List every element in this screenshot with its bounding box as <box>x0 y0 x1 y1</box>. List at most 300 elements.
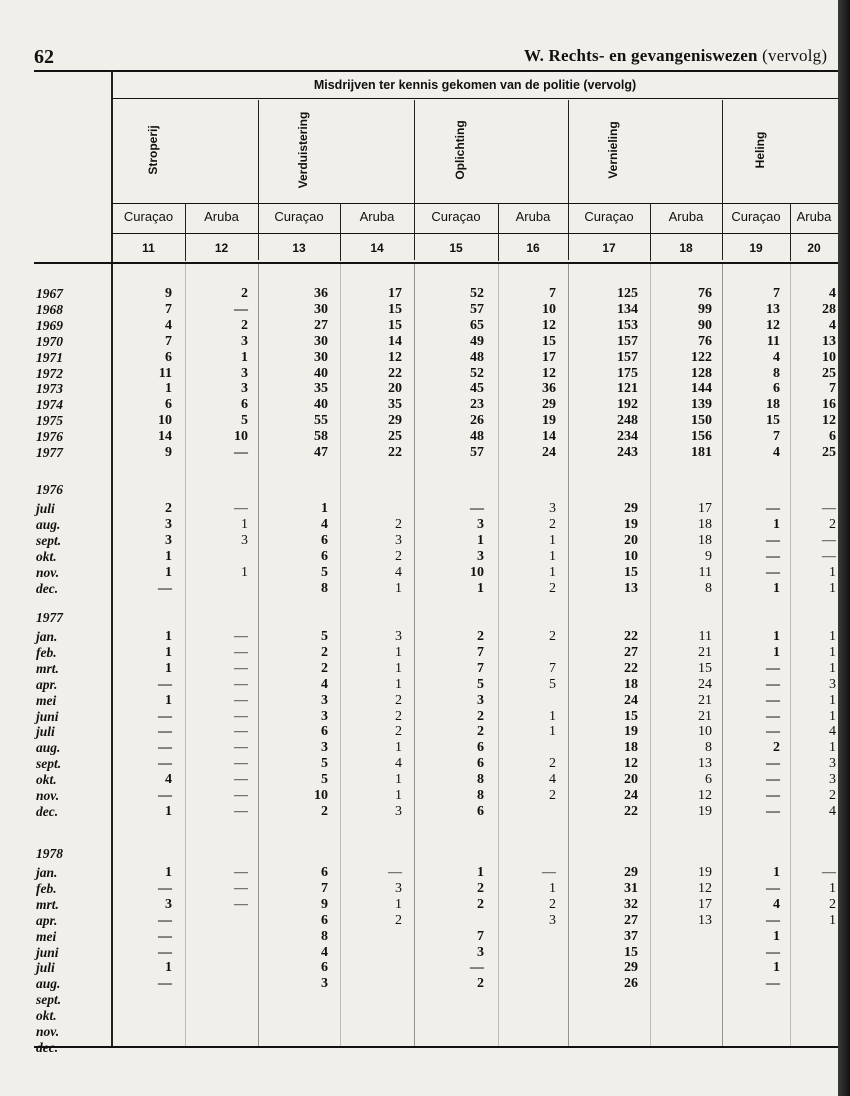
group-heading: 1978 <box>36 846 63 861</box>
table-cell: 6 <box>321 865 328 880</box>
table-cell: 2 <box>477 708 484 724</box>
table-cell: 4 <box>321 676 328 692</box>
table-cell: 6 <box>829 429 836 445</box>
table-cell: 1 <box>395 740 402 756</box>
table-cell: 21 <box>698 644 712 660</box>
table-cell: 1 <box>165 803 172 819</box>
table-cell: 5 <box>549 676 556 692</box>
table-cell: 10 <box>234 429 248 445</box>
table-cell: 7 <box>549 660 556 676</box>
place-label: Curaçao <box>431 209 481 224</box>
table-cell: — <box>158 676 172 692</box>
table-cell: 6 <box>321 724 328 740</box>
table-cell: 7 <box>321 880 328 896</box>
row-label: aug. <box>36 516 61 532</box>
table-title: Misdrijven ter kennis gekomen van de politie (vervolg) <box>313 78 637 92</box>
table-cell: — <box>234 865 248 880</box>
table-cell: 4 <box>829 317 836 333</box>
table-cell: 22 <box>624 629 638 644</box>
table-cell: 134 <box>617 301 638 317</box>
table-cell: — <box>234 803 248 819</box>
table-cell: 19 <box>698 865 712 880</box>
table-cell: 3 <box>829 676 836 692</box>
table-cell: — <box>766 756 780 772</box>
table-cell: 4 <box>321 516 328 532</box>
table-cell: 24 <box>624 692 638 708</box>
table-cell: 30 <box>314 349 328 365</box>
table-cell: 4 <box>165 317 172 333</box>
table-cell: — <box>766 501 780 516</box>
table-cell: 15 <box>388 317 402 333</box>
table-cell: 2 <box>395 724 402 740</box>
table-cell: — <box>158 788 172 803</box>
row-label: mei <box>36 928 57 944</box>
table-cell: 1 <box>165 865 172 880</box>
table-cell: — <box>766 803 780 819</box>
table-cell: 2 <box>165 501 172 516</box>
table-cell: 24 <box>698 676 712 692</box>
column-number: 17 <box>602 241 616 255</box>
table-cell: 57 <box>470 445 484 460</box>
table-cell: 1 <box>829 708 836 724</box>
table-cell: 25 <box>388 429 402 445</box>
table-cell: 17 <box>698 501 712 516</box>
table-cell: 48 <box>470 429 484 445</box>
table-cell: 2 <box>549 896 556 912</box>
table-cell: 2 <box>477 880 484 896</box>
table-cell: 52 <box>470 286 484 301</box>
table-cell: 2 <box>477 724 484 740</box>
table-cell: 26 <box>470 413 484 429</box>
table-cell: 1 <box>165 564 172 580</box>
table-cell: 4 <box>395 756 402 772</box>
table-cell: 15 <box>624 564 638 580</box>
table-cell: 35 <box>388 397 402 413</box>
table-cell: 181 <box>691 445 712 460</box>
table-cell: 26 <box>624 976 638 992</box>
table-cell: 6 <box>321 548 328 564</box>
table-cell: 2 <box>321 660 328 676</box>
column-number: 14 <box>370 241 384 255</box>
table-cell: 3 <box>395 629 402 644</box>
table-cell: 1 <box>829 692 836 708</box>
table-cell: — <box>234 501 248 516</box>
table-cell: 243 <box>617 445 638 460</box>
table-cell: — <box>542 865 556 880</box>
table-cell: 192 <box>617 397 638 413</box>
table-title-rule <box>112 98 838 99</box>
table-cell: 15 <box>766 413 780 429</box>
table-cell: 1 <box>549 532 556 548</box>
table-cell: — <box>158 740 172 756</box>
category-label: Stroperij <box>145 125 160 175</box>
table-cell: 12 <box>542 317 556 333</box>
table-cell: 1 <box>477 580 484 596</box>
table-cell: 2 <box>829 788 836 803</box>
table-cell: 6 <box>165 397 172 413</box>
table-cell: 10 <box>314 788 328 803</box>
table-cell: 2 <box>773 740 780 756</box>
table-cell: 13 <box>766 301 780 317</box>
table-cell: 175 <box>617 365 638 381</box>
table-cell: 3 <box>829 772 836 788</box>
table-cell: — <box>234 896 248 912</box>
row-label: 1967 <box>36 286 63 301</box>
table-cell: 128 <box>691 365 712 381</box>
table-cell: — <box>766 724 780 740</box>
table-cell: 11 <box>158 365 172 381</box>
table-cell: 7 <box>165 333 172 349</box>
row-label: aug. <box>36 976 61 992</box>
table-cell: 90 <box>698 317 712 333</box>
table-cell: 1 <box>241 349 248 365</box>
table-cell: 1 <box>549 564 556 580</box>
table-cell: 3 <box>477 516 484 532</box>
table-cell: 2 <box>395 548 402 564</box>
table-cell: 3 <box>395 880 402 896</box>
table-cell: — <box>234 660 248 676</box>
row-label: mrt. <box>36 896 59 912</box>
row-label: apr. <box>36 912 58 928</box>
table-cell: — <box>766 676 780 692</box>
page-title <box>524 46 827 66</box>
table-cell: 3 <box>241 381 248 397</box>
table-cell: 10 <box>470 564 484 580</box>
table-cell: 248 <box>617 413 638 429</box>
table-cell: 1 <box>165 629 172 644</box>
table-cell: 8 <box>321 580 328 596</box>
table-cell: — <box>822 865 836 880</box>
table-cell: 2 <box>829 896 836 912</box>
table-cell: 1 <box>395 788 402 803</box>
table-cell: 10 <box>542 301 556 317</box>
table-cell: 13 <box>822 333 836 349</box>
row-label: feb. <box>36 880 57 896</box>
table-cell: 1 <box>773 644 780 660</box>
table-cell: 12 <box>822 413 836 429</box>
row-label: 1968 <box>36 301 63 317</box>
table-cell: 1 <box>165 381 172 397</box>
table-cell: 14 <box>542 429 556 445</box>
table-cell: 9 <box>165 445 172 460</box>
table-cell: 30 <box>314 333 328 349</box>
table-cell: — <box>234 772 248 788</box>
table-cell: 22 <box>624 660 638 676</box>
table-cell: 13 <box>698 756 712 772</box>
table-cell: — <box>158 756 172 772</box>
table-cell: 12 <box>698 880 712 896</box>
table-cell: 40 <box>314 397 328 413</box>
table-cell: 2 <box>321 803 328 819</box>
row-label: aug. <box>36 740 61 756</box>
table-cell: 3 <box>477 548 484 564</box>
table-cell: 1 <box>165 692 172 708</box>
table-cell: 2 <box>829 516 836 532</box>
table-cell: 1 <box>395 660 402 676</box>
row-label: nov. <box>36 564 60 580</box>
table-cell: 1 <box>829 740 836 756</box>
table-cell: 5 <box>477 676 484 692</box>
table-cell: 49 <box>470 333 484 349</box>
table-cell: 1 <box>549 724 556 740</box>
row-label: apr. <box>36 676 58 692</box>
table-cell: 8 <box>705 580 712 596</box>
table-cell: 4 <box>773 445 780 460</box>
table-cell: 29 <box>624 960 638 976</box>
row-label: sept. <box>36 532 62 548</box>
table-cell: 55 <box>314 413 328 429</box>
table-cell: — <box>766 944 780 960</box>
table-cell: 3 <box>165 532 172 548</box>
table-cell: 17 <box>542 349 556 365</box>
table-cell: 3 <box>477 944 484 960</box>
column-number: 20 <box>807 241 821 255</box>
table-cell: 7 <box>477 928 484 944</box>
table-cell: 7 <box>773 286 780 301</box>
row-label: 1974 <box>36 397 63 413</box>
page-title-main: W. Rechts- en gevangeniswezen <box>524 46 758 65</box>
row-label: 1973 <box>36 381 63 397</box>
table-cell: 6 <box>241 397 248 413</box>
category-label: Verduistering <box>296 111 310 189</box>
table-cell: 76 <box>698 286 712 301</box>
header-bottom-rule <box>34 262 838 264</box>
table-cell: 10 <box>822 349 836 365</box>
table-cell: 13 <box>698 912 712 928</box>
table-cell: 65 <box>470 317 484 333</box>
row-label: nov. <box>36 1024 60 1039</box>
table-cell: 15 <box>388 301 402 317</box>
table-cell: — <box>234 629 248 644</box>
table-cell: 7 <box>165 301 172 317</box>
row-label: 1971 <box>36 349 63 365</box>
table-cell: 4 <box>321 944 328 960</box>
table-cell: 9 <box>165 286 172 301</box>
row-label: 1977 <box>36 445 63 460</box>
table-cell: 3 <box>549 912 556 928</box>
table-cell: 11 <box>698 564 712 580</box>
table-cell: 9 <box>321 896 328 912</box>
table-cell: 1 <box>773 580 780 596</box>
table-cell: 15 <box>542 333 556 349</box>
table-cell: 6 <box>165 349 172 365</box>
table-cell: 3 <box>321 740 328 756</box>
table-cell: — <box>158 944 172 960</box>
table-cell: 5 <box>321 564 328 580</box>
body-column-divider <box>185 264 186 1048</box>
table-cell: 20 <box>388 381 402 397</box>
table-cell: 3 <box>241 365 248 381</box>
table-cell: — <box>158 724 172 740</box>
table-cell: 4 <box>829 803 836 819</box>
header-column-divider <box>568 100 569 260</box>
table-cell: 153 <box>617 317 638 333</box>
table-cell: 57 <box>470 301 484 317</box>
table-cell: 1 <box>773 865 780 880</box>
table-cell: 23 <box>470 397 484 413</box>
table-cell: 6 <box>773 381 780 397</box>
table-cell: 1 <box>241 564 248 580</box>
table-cell: — <box>766 708 780 724</box>
table-cell: 9 <box>705 548 712 564</box>
table-cell: — <box>234 644 248 660</box>
table-cell: 19 <box>698 803 712 819</box>
table-cell: — <box>766 772 780 788</box>
table-cell: 7 <box>477 660 484 676</box>
table-cell: — <box>234 724 248 740</box>
table-cell: 12 <box>542 365 556 381</box>
table-cell: 3 <box>549 501 556 516</box>
table-cell: 27 <box>624 912 638 928</box>
row-label: juni <box>36 708 59 724</box>
table-cell: 6 <box>321 532 328 548</box>
body-column-divider <box>340 264 341 1048</box>
places-bottom-rule <box>112 233 838 234</box>
table-cell: 3 <box>321 692 328 708</box>
table-cell: 12 <box>388 349 402 365</box>
table-cell: 157 <box>617 349 638 365</box>
table-cell: — <box>158 912 172 928</box>
category-label: Heling <box>753 131 767 169</box>
table-cell: 30 <box>314 301 328 317</box>
table-cell: 7 <box>549 286 556 301</box>
table-cell: 1 <box>773 516 780 532</box>
table-cell: 11 <box>766 333 780 349</box>
table-cell: — <box>470 501 484 516</box>
table-cell: — <box>234 788 248 803</box>
table-cell: — <box>158 880 172 896</box>
table-cell: 15 <box>624 708 638 724</box>
table-cell: 15 <box>624 944 638 960</box>
table-cell: 4 <box>773 896 780 912</box>
table-cell: 29 <box>624 501 638 516</box>
table-cell: 18 <box>624 740 638 756</box>
table-cell: 45 <box>470 381 484 397</box>
table-cell: 1 <box>477 532 484 548</box>
table-cell: — <box>766 976 780 992</box>
table-cell: 1 <box>165 548 172 564</box>
place-label: Aruba <box>204 209 239 224</box>
table-cell: — <box>822 532 836 548</box>
table-cell: 2 <box>477 629 484 644</box>
row-label: dec. <box>36 580 59 596</box>
table-cell: 8 <box>321 928 328 944</box>
row-label: 1975 <box>36 413 63 429</box>
table-cell: 1 <box>395 676 402 692</box>
table-cell: 22 <box>624 803 638 819</box>
body-column-divider <box>650 264 651 1048</box>
row-label: juli <box>36 960 55 976</box>
place-label: Aruba <box>668 209 704 224</box>
table-cell: — <box>822 501 836 516</box>
table-cell: 3 <box>165 516 172 532</box>
row-label: dec. <box>36 803 59 819</box>
column-number: 15 <box>449 241 463 255</box>
table-cell: 8 <box>477 788 484 803</box>
table-cell: 1 <box>165 960 172 976</box>
table-cell: 18 <box>698 516 712 532</box>
table-cell: 2 <box>549 516 556 532</box>
table-cell: 16 <box>822 397 836 413</box>
table-cell: 31 <box>624 880 638 896</box>
row-label: juli <box>36 724 55 740</box>
table-cell: 1 <box>829 564 836 580</box>
table-cell: 27 <box>314 317 328 333</box>
table-cell: 1 <box>829 880 836 896</box>
table-cell: 24 <box>624 788 638 803</box>
table-cell: 7 <box>477 644 484 660</box>
table-cell: 2 <box>395 708 402 724</box>
table-cell: — <box>766 912 780 928</box>
table-cell: 1 <box>829 912 836 928</box>
column-number: 12 <box>214 241 229 255</box>
table-cell: — <box>470 960 484 976</box>
table-cell: 1 <box>829 644 836 660</box>
table-cell: 19 <box>624 724 638 740</box>
table-cell: 36 <box>542 381 556 397</box>
table-cell: 12 <box>698 788 712 803</box>
table-cell: 3 <box>165 896 172 912</box>
header-top-rule <box>34 70 838 72</box>
table-cell: — <box>158 708 172 724</box>
table-cell: 12 <box>624 756 638 772</box>
table-cell: 6 <box>705 772 712 788</box>
table-cell: 2 <box>549 580 556 596</box>
table-cell: 6 <box>321 960 328 976</box>
table-cell: 3 <box>395 803 402 819</box>
row-label: okt. <box>36 1008 57 1024</box>
table-cell: — <box>766 880 780 896</box>
body-column-divider <box>414 264 415 1048</box>
row-label: sept. <box>36 756 62 772</box>
table-cell: — <box>766 788 780 803</box>
table-cell: 1 <box>395 644 402 660</box>
place-label: Curaçao <box>584 209 634 224</box>
table-cell: 1 <box>773 928 780 944</box>
table-cell: 1 <box>773 960 780 976</box>
table-cell: 52 <box>470 365 484 381</box>
row-label: okt. <box>36 548 57 564</box>
table-cell: 76 <box>698 333 712 349</box>
scan-edge <box>838 0 850 1096</box>
table-cell: 11 <box>698 629 712 644</box>
table-cell: 2 <box>241 286 248 301</box>
column-number: 11 <box>142 241 155 255</box>
row-label: sept. <box>36 992 62 1008</box>
table-cell: 17 <box>698 896 712 912</box>
table-cell: 1 <box>241 516 248 532</box>
body-column-divider <box>258 264 259 1048</box>
row-label: 1976 <box>36 429 63 445</box>
table-cell: 7 <box>773 429 780 445</box>
row-label: juli <box>36 501 55 516</box>
table-cell: 20 <box>624 532 638 548</box>
table-cell: 150 <box>691 413 712 429</box>
table-cell: 2 <box>241 317 248 333</box>
table-cell: — <box>766 548 780 564</box>
place-label: Curaçao <box>123 209 174 224</box>
table-cell: 14 <box>158 429 172 445</box>
table-cell: 18 <box>624 676 638 692</box>
table-cell: 6 <box>477 756 484 772</box>
table-bottom-rule <box>34 1046 838 1048</box>
table-cell: 1 <box>829 660 836 676</box>
table-cell: 29 <box>624 865 638 880</box>
row-label: feb. <box>36 644 57 660</box>
page-title-continued: (vervolg) <box>762 46 828 65</box>
table-cell: 2 <box>549 756 556 772</box>
table-cell: 10 <box>698 724 712 740</box>
